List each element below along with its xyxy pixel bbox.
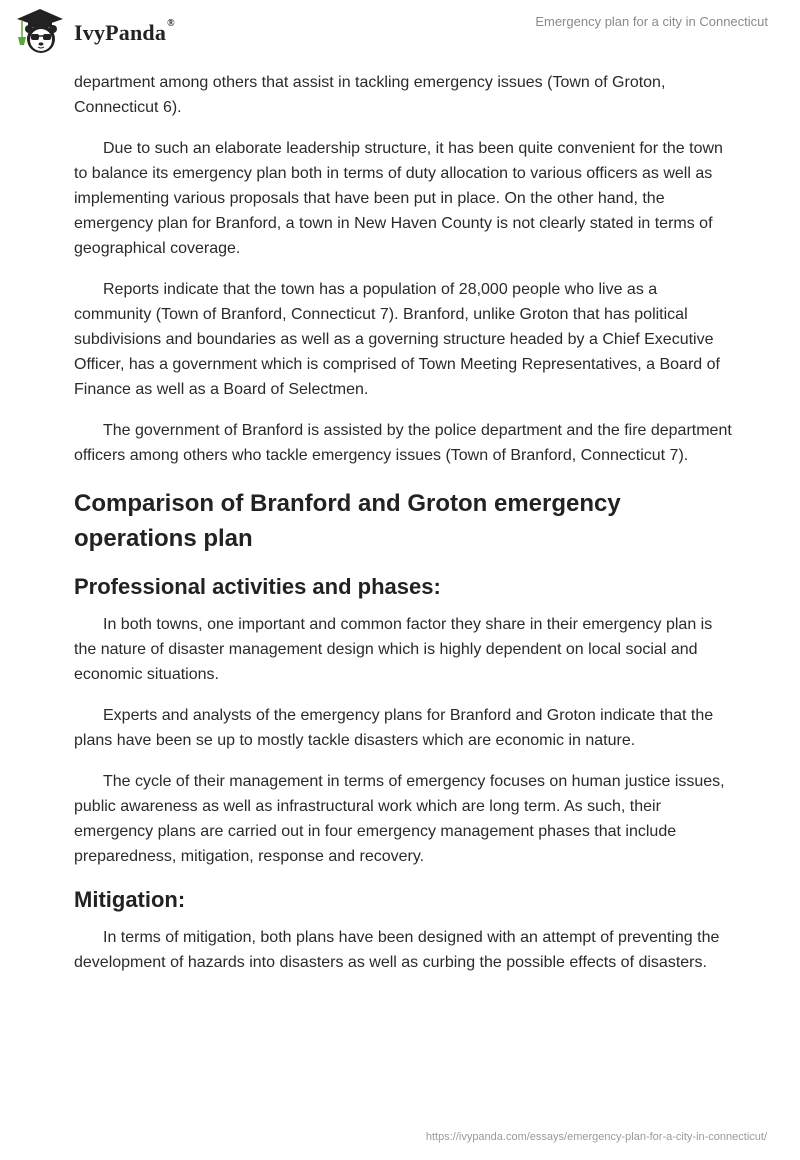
paragraph: In both towns, one important and common factor they share in their emergency plan is the nature of disaster management design which is highly dependent on local social and economic situations. — [74, 616, 713, 683]
registered-mark: ® — [167, 18, 175, 29]
paragraph: Reports indicate that the town has a population of 28,000 people who live as a community (Town of Branford, Connecticut 7). Branford, unlike Groton that has political subdivisions and boundaries as well as a governing structure headed by a Chief Executive Officer, has a government which is comprised of Town Meeting Representatives, a Board of Finance as well as a Board of Selectmen. — [74, 281, 720, 398]
logo[interactable] — [14, 7, 175, 55]
paragraph: In terms of mitigation, both plans have been designed with an attempt of preventing the development of hazards into disasters as well as curbing the possible effects of disasters. — [74, 929, 720, 971]
subsection-heading: Professional activities and phases: — [74, 574, 441, 599]
section-heading: Comparison of Branford and Groton emergency operations plan — [74, 490, 621, 552]
paragraph: The cycle of their management in terms of emergency focuses on human justice issues, public awareness as well as infrastructural work which are long term. As such, their emergency plans are carried out in four emergency management phases that include preparedness, mitigation, response and recovery. — [74, 773, 725, 865]
paragraph: Due to such an elaborate leadership structure, it has been quite convenient for the town to balance its emergency plan both in terms of duty allocation to various officers as well as implementing various proposals that have been put in place. On the other hand, the emergency plan for Branford, a town in New Haven County is not clearly stated in terms of geographical coverage. — [74, 140, 723, 257]
paragraph: Experts and analysts of the emergency plans for Branford and Groton indicate that the plans have been se up to mostly tackle disasters which are economic in nature. — [74, 707, 714, 749]
paragraph: The government of Branford is assisted by the police department and the fire department officers among others who tackle emergency issues (Town of Branford, Connecticut 7). — [74, 422, 732, 464]
subsection-heading: Mitigation: — [74, 887, 186, 912]
paragraph: department among others that assist in tackling emergency issues (Town of Groton, Connecticut 6). — [74, 74, 666, 116]
page-header — [0, 0, 800, 60]
brand-text: IvyPanda — [74, 20, 167, 45]
brand-name — [74, 20, 175, 46]
source-url[interactable]: https://ivypanda.com/essays/emergency-plan-for-a-city-in-connecticut/ — [425, 1131, 767, 1143]
article-body — [74, 70, 734, 991]
panda-graduate-icon — [14, 7, 66, 55]
document-title: Emergency plan for a city in Connecticut — [535, 14, 768, 29]
